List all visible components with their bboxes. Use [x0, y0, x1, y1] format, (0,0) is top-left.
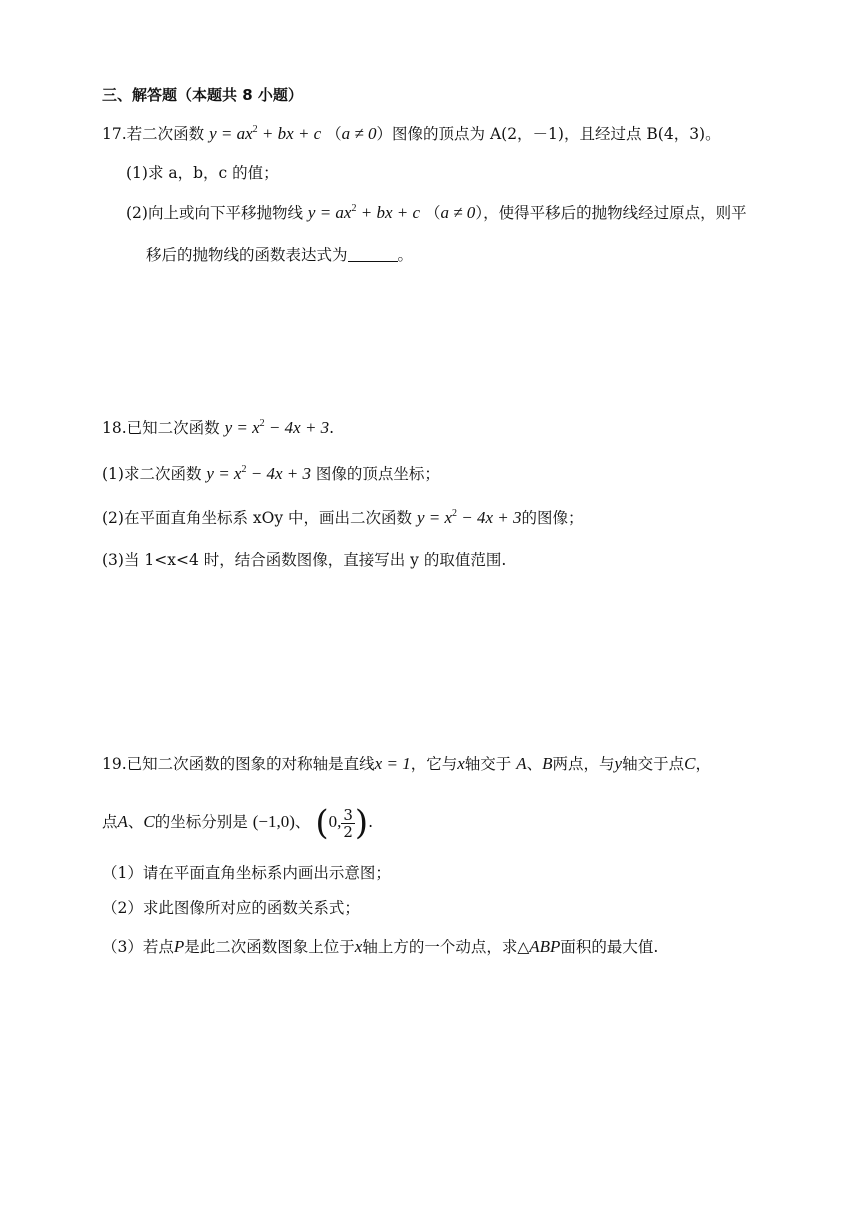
fraction-denominator: 2: [343, 822, 353, 841]
q18-formula: $y = x^2 - 4x + 3$: [224, 418, 330, 437]
q18-part2-formula: $y = x^2 - 4x + 3$: [416, 508, 522, 527]
q18-part2-post: 的图像；: [521, 509, 584, 527]
q19-coord-c-zero: 0,: [328, 812, 342, 831]
q17-part2-formula: $y = ax^2$ + bx + c: [307, 203, 421, 222]
q17-part1: (1)求 a，b，c 的值；: [126, 164, 279, 182]
q19-triangle: ABP: [529, 937, 561, 956]
q19-part3-b: 是此二次函数图象上位于: [184, 938, 355, 956]
q19-stem: [102, 753, 711, 775]
q19-text-c: 轴交于: [464, 755, 512, 773]
q19-point-a: A: [516, 754, 527, 773]
right-paren: ): [354, 803, 369, 843]
left-paren: (: [315, 803, 329, 843]
q19-point-b: B: [542, 754, 553, 773]
q19-part3: [102, 936, 658, 958]
q19-number: 19.: [102, 755, 127, 773]
q17-cond-wrap: （a ≠ 0）: [326, 124, 393, 143]
q18-pre: 已知二次函数: [126, 419, 220, 437]
q19-coord-a: (−1,0): [252, 812, 295, 831]
q19-point-p: P: [173, 937, 185, 956]
q19-part1: （1）请在平面直角坐标系内画出示意图；: [102, 864, 391, 882]
q19-line2-sep2: 、: [294, 813, 311, 831]
q17-stem: [102, 123, 721, 145]
q17-part2-end: 。: [397, 246, 414, 264]
q19-text-a: 已知二次函数的图象的对称轴是直线: [126, 755, 375, 773]
q18-part2-pre: (2)在平面直角坐标系 xOy 中，画出二次函数: [102, 509, 413, 527]
q17-number: 17.: [102, 125, 127, 143]
fraction-numerator: 3: [343, 805, 353, 824]
q19-part3-a: （3）若点: [102, 938, 174, 956]
q17-formula: $y = ax^2$ + bx + c: [209, 124, 322, 143]
q17-cond: a ≠ 0: [341, 124, 377, 143]
q19-line2-point-a: A: [117, 812, 128, 831]
q19-part3-x-var: x: [354, 937, 363, 956]
q19-line2-a: 点: [102, 813, 118, 831]
q17-pre: 若二次函数: [126, 125, 205, 143]
q19-line2-b: 的坐标分别是: [154, 813, 248, 831]
q17-part2: [126, 202, 747, 224]
q18-number: 18.: [102, 419, 127, 437]
q19-x-var: x: [457, 754, 465, 773]
q18-end: .: [329, 419, 335, 437]
q18-part3: (3)当 1<x<4 时，结合函数图像，直接写出 y 的取值范围.: [102, 551, 507, 569]
q17-post: 图像的顶点为 A(2，－1)，且经过点 B(4，3)。: [392, 125, 721, 143]
q19-part3-c: 轴上方的一个动点，求△: [362, 938, 530, 956]
q19-axis-eq: x = 1: [374, 754, 411, 773]
q18-part1-post: 图像的顶点坐标；: [315, 465, 440, 483]
q17-part2-pre: (2)向上或向下平移抛物线: [126, 204, 303, 222]
q18-part1: [102, 463, 440, 485]
q19-text-f: ，: [695, 755, 711, 773]
q19-text-b: ，它与: [410, 755, 458, 773]
q18-part2: [102, 507, 584, 529]
q19-text-d: 两点，与: [552, 755, 615, 773]
q19-sep: 、: [526, 755, 543, 773]
q18-part1-pre: (1)求二次函数: [102, 465, 202, 483]
q19-stem-line2: [102, 803, 374, 843]
q17-part2-line2-text: 移后的抛物线的函数表达式为: [146, 246, 348, 264]
q18-stem: [102, 417, 334, 439]
section-title: 三、解答题（本题共 8 小题）: [102, 86, 303, 104]
q17-part2-cond: a ≠ 0: [440, 203, 476, 222]
answer-blank[interactable]: [348, 247, 398, 262]
q18-part1-formula: $y = x^2 - 4x + 3$: [206, 464, 311, 483]
q17-part2-post: ，使得平移后的抛物线经过原点，则平: [483, 204, 747, 222]
fraction: [341, 807, 355, 840]
q19-part2: （2）求此图像所对应的函数关系式；: [102, 899, 360, 917]
q19-line2-point-c: C: [143, 812, 155, 831]
q17-part2-line2: [146, 244, 413, 266]
q19-text-e: 轴交于点: [622, 755, 685, 773]
q19-line2-sep: 、: [127, 813, 144, 831]
q19-y-var: y: [614, 754, 623, 773]
q19-point-c: C: [684, 754, 696, 773]
q19-line2-end: .: [368, 813, 374, 831]
q19-part3-d: 面积的最大值.: [560, 938, 659, 956]
q17-part2-cond-wrap: （a ≠ 0）: [424, 203, 484, 222]
